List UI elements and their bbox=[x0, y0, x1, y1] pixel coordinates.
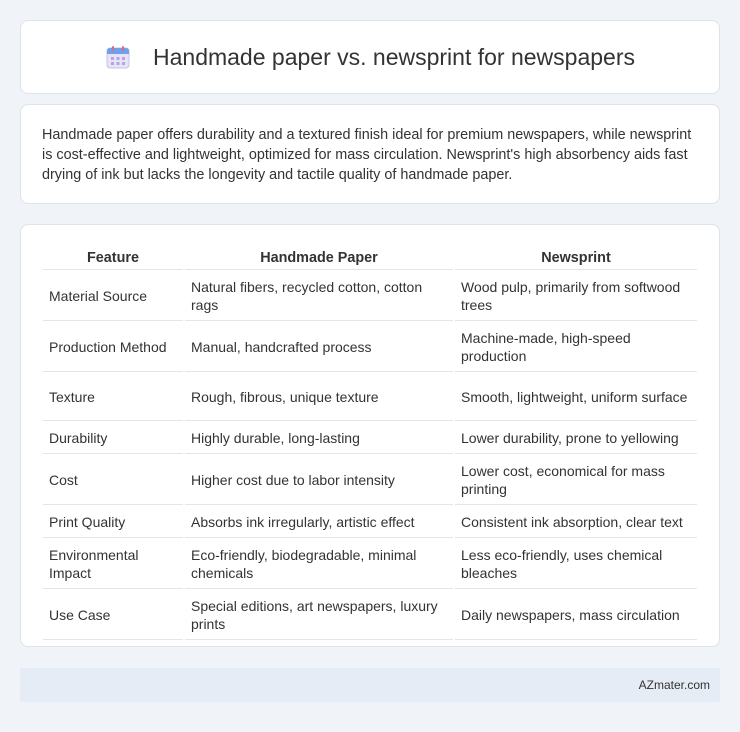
comparison-table bbox=[41, 244, 699, 642]
table-row bbox=[43, 423, 697, 454]
row-handmade-value: Higher cost due to labor intensity bbox=[185, 456, 453, 505]
row-newsprint-value: Wood pulp, primarily from softwood trees bbox=[455, 272, 697, 321]
table-row bbox=[43, 591, 697, 640]
footer-brand-link[interactable]: AZmater.com bbox=[638, 678, 710, 692]
row-handmade-value: Highly durable, long-lasting bbox=[185, 423, 453, 454]
title-card bbox=[20, 20, 720, 94]
table-row bbox=[43, 272, 697, 321]
row-feature: Cost bbox=[43, 456, 183, 505]
row-feature: Material Source bbox=[43, 272, 183, 321]
row-newsprint-value: Machine-made, high-speed production bbox=[455, 323, 697, 372]
row-feature: Environmental Impact bbox=[43, 540, 183, 589]
row-feature: Durability bbox=[43, 423, 183, 454]
row-newsprint-value: Less eco-friendly, uses chemical bleaches bbox=[455, 540, 697, 589]
row-newsprint-value: Lower durability, prone to yellowing bbox=[455, 423, 697, 454]
table-row bbox=[43, 374, 697, 421]
table-row bbox=[43, 507, 697, 538]
calendar-icon bbox=[105, 44, 131, 70]
summary-card bbox=[20, 104, 720, 204]
row-feature: Use Case bbox=[43, 591, 183, 640]
header-newsprint: Newsprint bbox=[455, 246, 697, 270]
row-newsprint-value: Daily newspapers, mass circulation bbox=[455, 591, 697, 640]
table-row bbox=[43, 323, 697, 372]
page-title bbox=[105, 44, 635, 71]
row-feature: Print Quality bbox=[43, 507, 183, 538]
page-title-text: Handmade paper vs. newsprint for newspapers bbox=[153, 43, 635, 70]
row-handmade-value: Rough, fibrous, unique texture bbox=[185, 374, 453, 421]
comparison-table-card bbox=[20, 224, 720, 647]
table-row bbox=[43, 456, 697, 505]
footer bbox=[20, 668, 720, 702]
summary-text: Handmade paper offers durability and a textured finish ideal for premium newspapers, while newsprint is cost-effective and lightweight, optimized for mass circulation. Newsprint's high absorbency aids fast drying of ink but lacks the longevity and tactile quality of handmade paper. bbox=[42, 127, 692, 183]
table-row bbox=[43, 540, 697, 589]
row-handmade-value: Eco-friendly, biodegradable, minimal chemicals bbox=[185, 540, 453, 589]
row-newsprint-value: Lower cost, economical for mass printing bbox=[455, 456, 697, 505]
header-handmade-paper: Handmade Paper bbox=[185, 246, 453, 270]
row-handmade-value: Natural fibers, recycled cotton, cotton rags bbox=[185, 272, 453, 321]
row-newsprint-value: Smooth, lightweight, uniform surface bbox=[455, 374, 697, 421]
row-handmade-value: Manual, handcrafted process bbox=[185, 323, 453, 372]
row-handmade-value: Absorbs ink irregularly, artistic effect bbox=[185, 507, 453, 538]
row-newsprint-value: Consistent ink absorption, clear text bbox=[455, 507, 697, 538]
row-feature: Texture bbox=[43, 374, 183, 421]
table-header-row bbox=[43, 246, 697, 270]
row-feature: Production Method bbox=[43, 323, 183, 372]
header-feature: Feature bbox=[43, 246, 183, 270]
row-handmade-value: Special editions, art newspapers, luxury prints bbox=[185, 591, 453, 640]
